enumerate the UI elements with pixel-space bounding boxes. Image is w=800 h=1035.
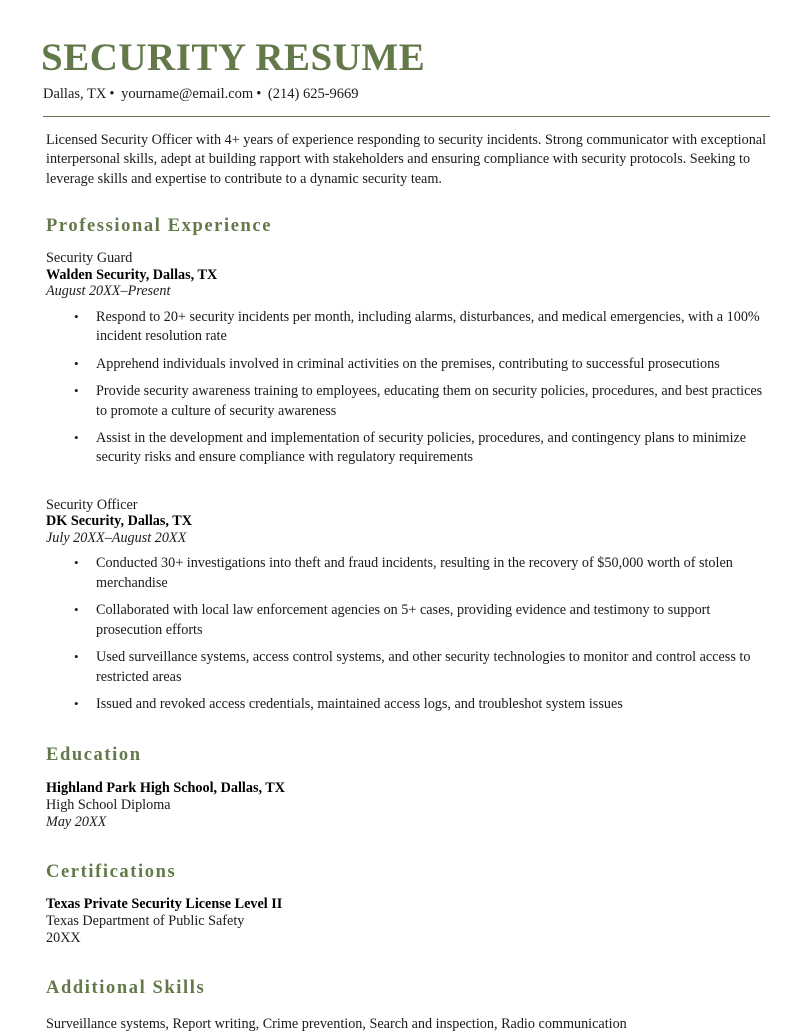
- bullet-text: Provide security awareness training to employees, educating them on security policies, procedures, and best practices to promote a culture of security awareness: [96, 383, 763, 419]
- education-degree: High School Diploma: [46, 796, 171, 813]
- job-role: Security Guard: [46, 250, 133, 267]
- job-company: Walden Security, Dallas, TX: [46, 266, 218, 283]
- job-bullet-list: [46, 554, 770, 714]
- bullet-icon: •: [74, 696, 79, 712]
- bullet-text: Collaborated with local law enforcement agencies on 5+ cases, providing evidence and testimony to support prosecution efforts: [96, 602, 711, 638]
- list-item: [46, 308, 768, 347]
- certification-date: 20XX: [46, 930, 81, 947]
- bullet-icon: •: [74, 602, 79, 618]
- job-bullet-list: [46, 308, 770, 468]
- job-dates: August 20XX–Present: [46, 283, 171, 300]
- bullet-text: Assist in the development and implementation of security policies, procedures, and contingency plans to minimize security risks and ensure compliance with regulatory requirements: [96, 430, 747, 466]
- bullet-text: Apprehend individuals involved in criminal activities on the premises, contributing to successful prosecutions: [96, 355, 720, 372]
- skills-list: Surveillance systems, Report writing, Crime prevention, Search and inspection, Radio communication: [46, 1016, 627, 1033]
- list-item: [46, 554, 768, 593]
- section-heading-skills: Additional Skills: [46, 978, 206, 999]
- list-item: [46, 382, 768, 421]
- section-certifications: [46, 861, 770, 947]
- list-item: [46, 429, 768, 468]
- contact-separator-1: •: [109, 85, 115, 102]
- resume-header: [38, 38, 770, 117]
- education-school: Highland Park High School, Dallas, TX: [46, 779, 286, 796]
- list-item: [46, 648, 768, 687]
- bullet-icon: •: [74, 649, 79, 665]
- education-date: May 20XX: [46, 813, 107, 830]
- bullet-icon: •: [74, 308, 79, 324]
- section-heading-certifications: Certifications: [46, 861, 177, 882]
- job-role: Security Officer: [46, 496, 138, 513]
- experience-entry: [46, 250, 770, 468]
- education-entry: [46, 780, 770, 831]
- section-professional-experience: [46, 215, 770, 714]
- page-title: SECURITY RESUME: [41, 36, 426, 79]
- list-item: [46, 695, 768, 714]
- bullet-text: Respond to 20+ security incidents per month, including alarms, disturbances, and medical emergencies, with a 100% incident resolution rate: [96, 308, 760, 345]
- certification-issuer: Texas Department of Public Safety: [46, 912, 245, 929]
- contact-location: Dallas, TX: [43, 85, 107, 102]
- bullet-text: Issued and revoked access credentials, maintained access logs, and troubleshot system issues: [96, 696, 623, 713]
- list-item: [46, 601, 768, 640]
- job-company: DK Security, Dallas, TX: [46, 513, 192, 530]
- experience-entry: [46, 497, 770, 715]
- contact-email[interactable]: yourname@email.com: [121, 85, 254, 102]
- bullet-icon: •: [74, 355, 79, 371]
- section-heading-education: Education: [46, 745, 142, 766]
- bullet-text: Conducted 30+ investigations into theft and fraud incidents, resulting in the recovery of $50,000 worth of stolen merchandise: [96, 555, 733, 591]
- bullet-icon: •: [74, 383, 79, 399]
- professional-summary: Licensed Security Officer with 4+ years of experience responding to security incidents. Strong communicator with exceptional interpersonal skills, adept at building rapport with stakeholders and ensuring compliance with security protocols. Seeking to leverage skills and expertise to contribute to a dynamic security team.: [46, 131, 767, 187]
- header-divider: [43, 116, 770, 117]
- certification-name: Texas Private Security License Level II: [46, 895, 283, 912]
- section-additional-skills: [46, 977, 770, 1035]
- bullet-text: Used surveillance systems, access control systems, and other security technologies to monitor and control access to restricted areas: [96, 649, 751, 685]
- contact-phone[interactable]: (214) 625-9669: [267, 85, 359, 102]
- contact-line: [43, 85, 770, 104]
- certification-entry: [46, 896, 770, 947]
- list-item: [46, 355, 768, 374]
- job-dates: July 20XX–August 20XX: [46, 529, 187, 546]
- bullet-icon: •: [74, 555, 79, 571]
- section-education: [46, 744, 770, 830]
- contact-separator-2: •: [256, 85, 262, 102]
- bullet-icon: •: [74, 430, 79, 445]
- section-heading-experience: Professional Experience: [46, 216, 273, 237]
